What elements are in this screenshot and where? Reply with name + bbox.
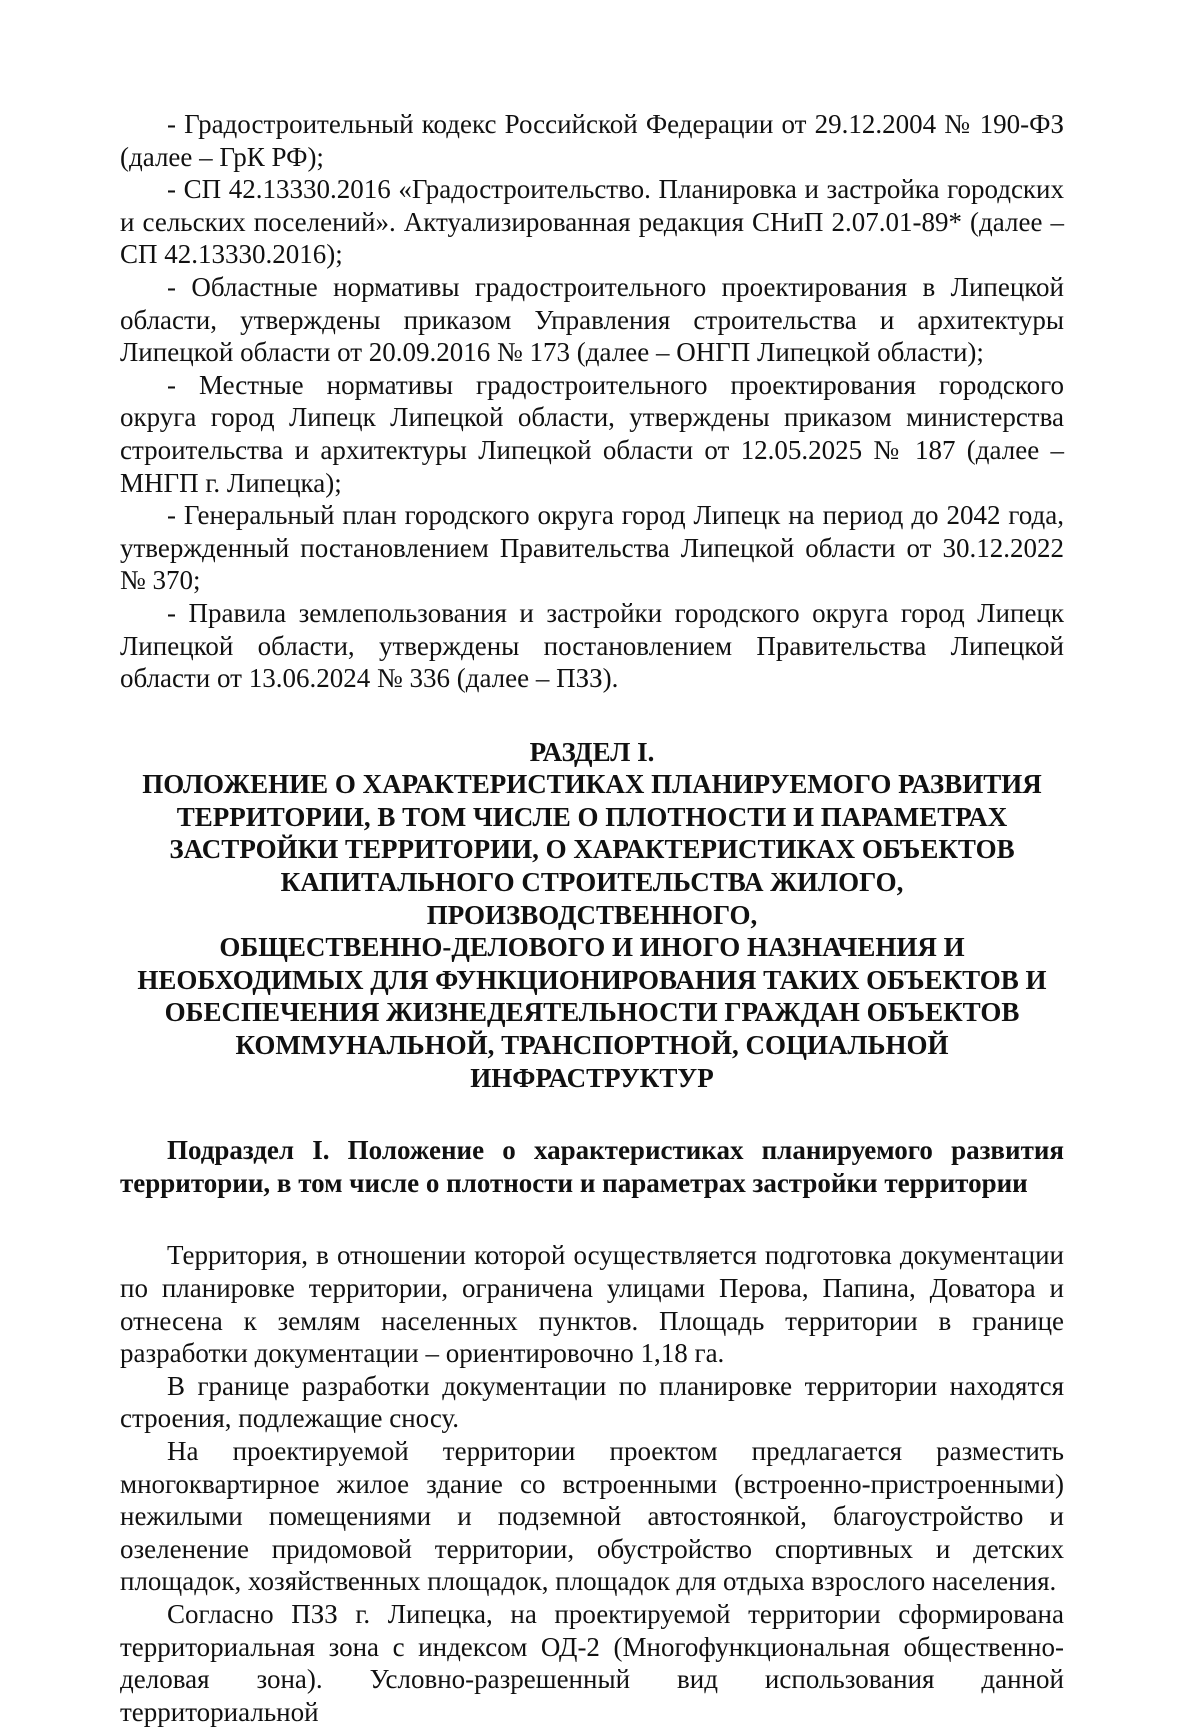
reference-item: - Местные нормативы градостроительного проектирования городского округа город Липецк Липецкой области, утверждены приказом министерства строительства и архитектуры Липецкой области от 12.05.2025 № 187 (далее – МНГП г. Липецка); xyxy=(120,369,1064,498)
body-paragraph: Территория, в отношении которой осуществляется подготовка документации по планировке территории, ограничена улицами Перова, Папина, Доватора и отнесена к землям населенных пунктов. Площадь территории в границе разработки документации – ориентировочно 1,18 га. xyxy=(120,1240,1064,1369)
reference-item: - Правила землепользования и застройки городского округа город Липецк Липецкой области, утверждены постановлением Правительства Липецкой области от 13.06.2024 № 336 (далее – ПЗЗ). xyxy=(120,597,1064,694)
reference-item: - СП 42.13330.2016 «Градостроительство. Планировка и застройка городских и сельских поселений». Актуализированная редакция СНиП 2.07.01-89* (далее – СП 42.13330.2016); xyxy=(120,174,1064,270)
body-paragraph: Согласно ПЗЗ г. Липецка, на проектируемой территории сформирована территориальная зона с индексом ОД-2 (Многофункциональная общественно-деловая зона). Условно-разрешенный вид использования данной территориальной xyxy=(120,1598,1064,1727)
section-heading xyxy=(120,736,1064,1095)
reference-item: - Градостроительный кодекс Российской Федерации от 29.12.2004 № 190-ФЗ (далее – ГрК РФ); xyxy=(120,109,1064,172)
document-content xyxy=(120,108,1064,1728)
section-title-line: ОБЕСПЕЧЕНИЯ ЖИЗНЕДЕЯТЕЛЬНОСТИ ГРАЖДАН ОБЪЕКТОВ xyxy=(164,997,1020,1028)
reference-item: - Областные нормативы градостроительного проектирования в Липецкой области, утверждены приказом Управления строительства и архитектуры Липецкой области от 20.09.2016 № 173 (далее – ОНГП Липецкой области); xyxy=(120,271,1064,368)
subsection-heading: Подраздел I. Положение о характеристиках планируемого развития территории, в том числе о плотности и параметрах застройки территории xyxy=(120,1135,1064,1198)
section-title-line: КОММУНАЛЬНОЙ, ТРАНСПОРТНОЙ, СОЦИАЛЬНОЙ ИНФРАСТРУКТУР xyxy=(235,1030,949,1093)
body-paragraph: В границе разработки документации по планировке территории находятся строения, подлежащие сносу. xyxy=(120,1370,1064,1434)
references-list xyxy=(120,108,1064,695)
section-number: РАЗДЕЛ I. xyxy=(529,736,655,767)
section-title-line: НЕОБХОДИМЫХ ДЛЯ ФУНКЦИОНИРОВАНИЯ ТАКИХ ОБЪЕКТОВ И xyxy=(137,964,1047,995)
body-text xyxy=(120,1239,1064,1728)
section-title-line: ОБЩЕСТВЕННО-ДЕЛОВОГО И ИНОГО НАЗНАЧЕНИЯ И xyxy=(219,932,965,963)
reference-item: - Генеральный план городского округа город Липецк на период до 2042 года, утвержденный постановлением Правительства Липецкой области от 30.12.2022 № 370; xyxy=(120,500,1064,596)
section-title-line: КАПИТАЛЬНОГО СТРОИТЕЛЬСТВА ЖИЛОГО, ПРОИЗВОДСТВЕННОГО, xyxy=(280,867,904,930)
section-title-line: ПОЛОЖЕНИЕ О ХАРАКТЕРИСТИКАХ ПЛАНИРУЕМОГО РАЗВИТИЯ xyxy=(142,769,1042,800)
body-paragraph: На проектируемой территории проектом предлагается разместить многоквартирное жилое здание со встроенными (встроенно-пристроенными) нежилыми помещениями и подземной автостоянкой, благоустройство и озеленение придомовой территории, обустройство спортивных и детских площадок, хозяйственных площадок, площадок для отдыха взрослого населения. xyxy=(120,1435,1064,1597)
section-title-line: ЗАСТРОЙКИ ТЕРРИТОРИИ, О ХАРАКТЕРИСТИКАХ ОБЪЕКТОВ xyxy=(169,834,1015,865)
section-title-line: ТЕРРИТОРИИ, В ТОМ ЧИСЛЕ О ПЛОТНОСТИ И ПАРАМЕТРАХ xyxy=(176,801,1008,832)
